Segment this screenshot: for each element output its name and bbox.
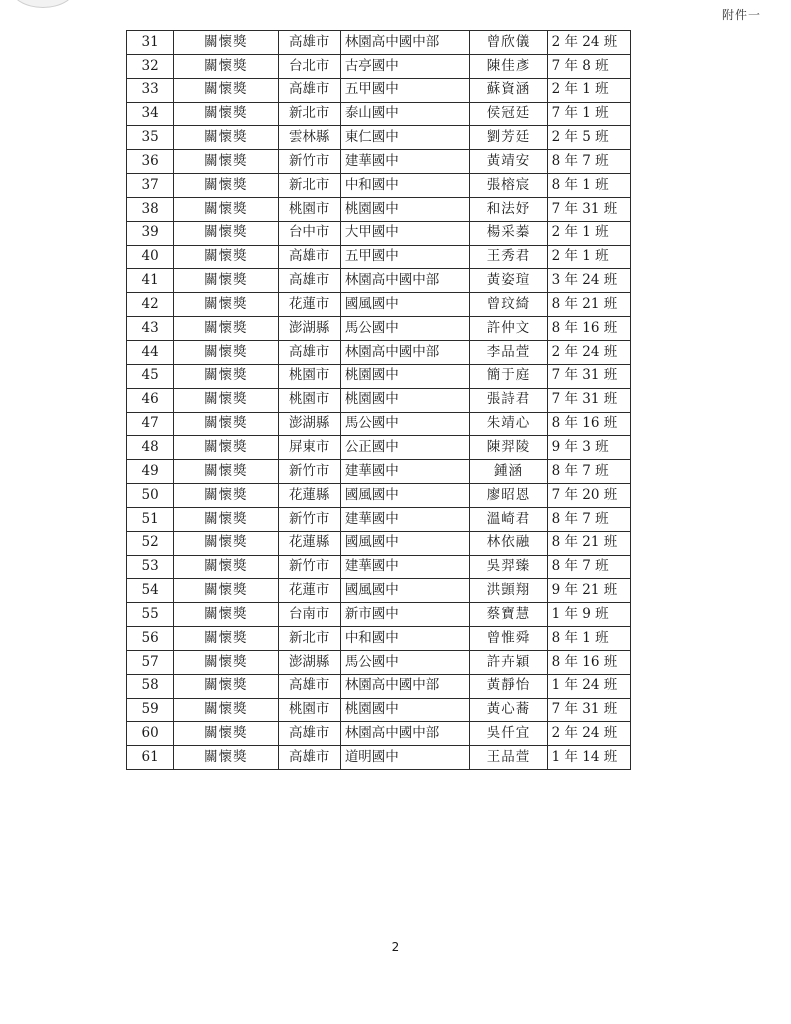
city-name: 台北市 [278, 54, 340, 78]
attachment-label: 附件一 [721, 8, 761, 22]
city-name: 高雄市 [278, 78, 340, 102]
student-name: 曾欣儀 [470, 31, 547, 55]
table-row [127, 650, 631, 674]
table-row [127, 317, 631, 341]
class-name: 1 年 24 班 [547, 674, 630, 698]
city-name: 澎湖縣 [278, 412, 340, 436]
row-number: 60 [127, 722, 174, 746]
city-name: 桃園市 [278, 388, 340, 412]
row-number: 48 [127, 436, 174, 460]
student-name: 曾玟綺 [470, 293, 547, 317]
city-name: 新北市 [278, 174, 340, 198]
city-name: 新北市 [278, 627, 340, 651]
row-number: 54 [127, 579, 174, 603]
class-name: 9 年 21 班 [547, 579, 630, 603]
city-name: 花蓮市 [278, 579, 340, 603]
award-name: 關懷獎 [174, 460, 278, 484]
city-name: 屏東市 [278, 436, 340, 460]
award-table [126, 30, 631, 770]
class-name: 9 年 3 班 [547, 436, 630, 460]
school-name: 林園高中國中部 [340, 31, 470, 55]
class-name: 7 年 8 班 [547, 54, 630, 78]
class-name: 2 年 1 班 [547, 221, 630, 245]
student-name: 黃姿瑄 [470, 269, 547, 293]
table-row [127, 150, 631, 174]
student-name: 鍾涵 [470, 460, 547, 484]
school-name: 國風國中 [340, 579, 470, 603]
table-row [127, 484, 631, 508]
class-name: 2 年 1 班 [547, 245, 630, 269]
student-name: 吳仟宜 [470, 722, 547, 746]
row-number: 39 [127, 221, 174, 245]
award-name: 關懷獎 [174, 555, 278, 579]
city-name: 高雄市 [278, 269, 340, 293]
city-name: 新竹市 [278, 555, 340, 579]
table-row [127, 269, 631, 293]
table-row [127, 293, 631, 317]
row-number: 51 [127, 507, 174, 531]
class-name: 2 年 24 班 [547, 31, 630, 55]
student-name: 王秀君 [470, 245, 547, 269]
award-name: 關懷獎 [174, 531, 278, 555]
student-name: 王品萱 [470, 746, 547, 770]
award-name: 關懷獎 [174, 436, 278, 460]
table-row [127, 507, 631, 531]
row-number: 43 [127, 317, 174, 341]
school-name: 大甲國中 [340, 221, 470, 245]
student-name: 曾惟舜 [470, 627, 547, 651]
award-name: 關懷獎 [174, 364, 278, 388]
award-name: 關懷獎 [174, 31, 278, 55]
table-row [127, 221, 631, 245]
award-name: 關懷獎 [174, 388, 278, 412]
award-name: 關懷獎 [174, 317, 278, 341]
school-name: 建華國中 [340, 555, 470, 579]
class-name: 8 年 16 班 [547, 317, 630, 341]
table-row [127, 340, 631, 364]
row-number: 59 [127, 698, 174, 722]
school-name: 林園高中國中部 [340, 269, 470, 293]
student-name: 侯冠廷 [470, 102, 547, 126]
table-row [127, 54, 631, 78]
city-name: 澎湖縣 [278, 317, 340, 341]
table-row [127, 31, 631, 55]
award-name: 關懷獎 [174, 698, 278, 722]
table-row [127, 603, 631, 627]
award-name: 關懷獎 [174, 197, 278, 221]
school-name: 林園高中國中部 [340, 722, 470, 746]
table-row [127, 388, 631, 412]
student-name: 林依融 [470, 531, 547, 555]
school-name: 建華國中 [340, 150, 470, 174]
student-name: 蘇資涵 [470, 78, 547, 102]
school-name: 五甲國中 [340, 245, 470, 269]
class-name: 7 年 1 班 [547, 102, 630, 126]
school-name: 國風國中 [340, 531, 470, 555]
row-number: 41 [127, 269, 174, 293]
city-name: 花蓮縣 [278, 484, 340, 508]
school-name: 道明國中 [340, 746, 470, 770]
table-row [127, 364, 631, 388]
class-name: 8 年 7 班 [547, 507, 630, 531]
award-name: 關懷獎 [174, 579, 278, 603]
table-row [127, 722, 631, 746]
row-number: 49 [127, 460, 174, 484]
class-name: 7 年 31 班 [547, 364, 630, 388]
table-row [127, 627, 631, 651]
school-name: 東仁國中 [340, 126, 470, 150]
school-name: 馬公國中 [340, 412, 470, 436]
row-number: 47 [127, 412, 174, 436]
city-name: 台南市 [278, 603, 340, 627]
table-row [127, 555, 631, 579]
city-name: 桃園市 [278, 197, 340, 221]
class-name: 2 年 24 班 [547, 722, 630, 746]
city-name: 新北市 [278, 102, 340, 126]
school-name: 古亭國中 [340, 54, 470, 78]
city-name: 桃園市 [278, 364, 340, 388]
award-name: 關懷獎 [174, 627, 278, 651]
class-name: 8 年 21 班 [547, 531, 630, 555]
table-row [127, 197, 631, 221]
school-name: 馬公國中 [340, 650, 470, 674]
table-row [127, 174, 631, 198]
award-name: 關懷獎 [174, 150, 278, 174]
student-name: 洪顗翔 [470, 579, 547, 603]
student-name: 廖昭恩 [470, 484, 547, 508]
award-name: 關懷獎 [174, 674, 278, 698]
row-number: 57 [127, 650, 174, 674]
class-name: 2 年 24 班 [547, 340, 630, 364]
city-name: 台中市 [278, 221, 340, 245]
city-name: 高雄市 [278, 245, 340, 269]
award-name: 關懷獎 [174, 221, 278, 245]
row-number: 32 [127, 54, 174, 78]
student-name: 劉芳廷 [470, 126, 547, 150]
school-name: 五甲國中 [340, 78, 470, 102]
table-row [127, 102, 631, 126]
city-name: 花蓮市 [278, 293, 340, 317]
award-name: 關懷獎 [174, 269, 278, 293]
city-name: 雲林縣 [278, 126, 340, 150]
class-name: 7 年 31 班 [547, 197, 630, 221]
city-name: 新竹市 [278, 460, 340, 484]
class-name: 2 年 1 班 [547, 78, 630, 102]
award-name: 關懷獎 [174, 126, 278, 150]
award-name: 關懷獎 [174, 650, 278, 674]
school-name: 林園高中國中部 [340, 674, 470, 698]
student-name: 簡于庭 [470, 364, 547, 388]
row-number: 52 [127, 531, 174, 555]
table-row [127, 579, 631, 603]
city-name: 高雄市 [278, 674, 340, 698]
school-name: 建華國中 [340, 507, 470, 531]
award-name: 關懷獎 [174, 245, 278, 269]
student-name: 和法妤 [470, 197, 547, 221]
city-name: 花蓮縣 [278, 531, 340, 555]
row-number: 58 [127, 674, 174, 698]
school-name: 公正國中 [340, 436, 470, 460]
row-number: 38 [127, 197, 174, 221]
student-name: 許仲文 [470, 317, 547, 341]
student-name: 張榕宸 [470, 174, 547, 198]
school-name: 馬公國中 [340, 317, 470, 341]
table-row [127, 126, 631, 150]
award-name: 關懷獎 [174, 603, 278, 627]
class-name: 8 年 16 班 [547, 650, 630, 674]
table-row [127, 531, 631, 555]
row-number: 37 [127, 174, 174, 198]
table-row [127, 436, 631, 460]
row-number: 55 [127, 603, 174, 627]
city-name: 桃園市 [278, 698, 340, 722]
award-name: 關懷獎 [174, 102, 278, 126]
page-number: 2 [391, 940, 400, 954]
award-table-body [127, 31, 631, 770]
city-name: 新竹市 [278, 150, 340, 174]
row-number: 34 [127, 102, 174, 126]
school-name: 林園高中國中部 [340, 340, 470, 364]
school-name: 泰山國中 [340, 102, 470, 126]
table-row [127, 78, 631, 102]
row-number: 42 [127, 293, 174, 317]
student-name: 朱靖心 [470, 412, 547, 436]
class-name: 1 年 14 班 [547, 746, 630, 770]
school-name: 建華國中 [340, 460, 470, 484]
school-name: 桃園國中 [340, 698, 470, 722]
table-row [127, 674, 631, 698]
class-name: 8 年 1 班 [547, 627, 630, 651]
stamp-seal [10, 0, 76, 8]
award-name: 關懷獎 [174, 507, 278, 531]
class-name: 8 年 7 班 [547, 460, 630, 484]
row-number: 44 [127, 340, 174, 364]
class-name: 8 年 1 班 [547, 174, 630, 198]
class-name: 8 年 7 班 [547, 150, 630, 174]
school-name: 桃園國中 [340, 364, 470, 388]
class-name: 8 年 7 班 [547, 555, 630, 579]
row-number: 50 [127, 484, 174, 508]
student-name: 溫崎君 [470, 507, 547, 531]
award-name: 關懷獎 [174, 484, 278, 508]
class-name: 2 年 5 班 [547, 126, 630, 150]
school-name: 新市國中 [340, 603, 470, 627]
award-name: 關懷獎 [174, 293, 278, 317]
award-name: 關懷獎 [174, 722, 278, 746]
city-name: 高雄市 [278, 31, 340, 55]
row-number: 36 [127, 150, 174, 174]
row-number: 56 [127, 627, 174, 651]
row-number: 53 [127, 555, 174, 579]
award-name: 關懷獎 [174, 340, 278, 364]
school-name: 中和國中 [340, 174, 470, 198]
student-name: 許卉穎 [470, 650, 547, 674]
table-row [127, 746, 631, 770]
award-name: 關懷獎 [174, 174, 278, 198]
city-name: 高雄市 [278, 746, 340, 770]
class-name: 7 年 31 班 [547, 698, 630, 722]
class-name: 7 年 31 班 [547, 388, 630, 412]
student-name: 蔡寶慧 [470, 603, 547, 627]
student-name: 陳佳彥 [470, 54, 547, 78]
city-name: 高雄市 [278, 340, 340, 364]
school-name: 中和國中 [340, 627, 470, 651]
city-name: 高雄市 [278, 722, 340, 746]
row-number: 45 [127, 364, 174, 388]
student-name: 黃靜怡 [470, 674, 547, 698]
award-name: 關懷獎 [174, 78, 278, 102]
class-name: 3 年 24 班 [547, 269, 630, 293]
class-name: 7 年 20 班 [547, 484, 630, 508]
award-name: 關懷獎 [174, 54, 278, 78]
school-name: 桃園國中 [340, 388, 470, 412]
student-name: 張詩君 [470, 388, 547, 412]
city-name: 澎湖縣 [278, 650, 340, 674]
row-number: 33 [127, 78, 174, 102]
award-name: 關懷獎 [174, 746, 278, 770]
row-number: 46 [127, 388, 174, 412]
student-name: 黃心蕎 [470, 698, 547, 722]
row-number: 61 [127, 746, 174, 770]
student-name: 楊采蓁 [470, 221, 547, 245]
school-name: 國風國中 [340, 293, 470, 317]
student-name: 吳羿臻 [470, 555, 547, 579]
row-number: 31 [127, 31, 174, 55]
table-row [127, 460, 631, 484]
row-number: 35 [127, 126, 174, 150]
class-name: 8 年 21 班 [547, 293, 630, 317]
table-row [127, 698, 631, 722]
class-name: 1 年 9 班 [547, 603, 630, 627]
table-row [127, 412, 631, 436]
row-number: 40 [127, 245, 174, 269]
student-name: 黃靖安 [470, 150, 547, 174]
table-row [127, 245, 631, 269]
city-name: 新竹市 [278, 507, 340, 531]
school-name: 國風國中 [340, 484, 470, 508]
school-name: 桃園國中 [340, 197, 470, 221]
student-name: 陳羿陵 [470, 436, 547, 460]
class-name: 8 年 16 班 [547, 412, 630, 436]
student-name: 李品萱 [470, 340, 547, 364]
award-name: 關懷獎 [174, 412, 278, 436]
